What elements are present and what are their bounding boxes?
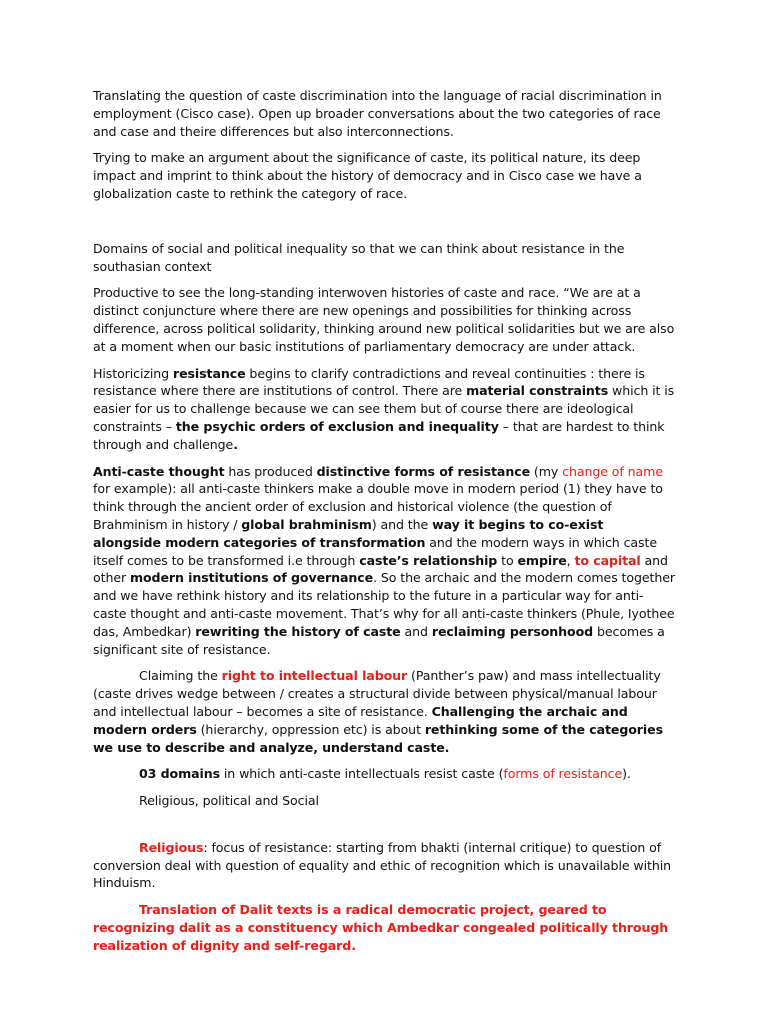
paragraph-historicizing-resistance: Historicizing resistance begins to clarify contradictions and reveal continuities : there is resistance where there are institutions of control. There are material constraints which it is easier for us to challenge because we can see them but of course there are ideological constraints – the psychic orders of exclusion and inequality – that are hardest to think through and challenge. <box>93 365 675 452</box>
paragraph-domains-inequality: Domains of social and political inequality so that we can think about resistance in the southasian context <box>93 240 625 274</box>
paragraph-caste-and-race: Productive to see the long-standing interwoven histories of caste and race. “We are at a distinct conjuncture where there are new openings and possibilities for thinking across difference, across political solidarity, thinking around new political solidarities but we are also at a moment when our basic institutions of parliamentary democracy are under attack. <box>93 285 675 354</box>
paragraph-anti-caste-thought: Anti-caste thought has produced distinctive forms of resistance (my change of name for example): all anti-caste thinkers make a double move in modern period (1) they have to think through the ancient order of exclusion and historical violence (the question of Brahminism in history / global brahminism) and the way it begins to co-exist alongside modern categories of transformation and the modern ways in which caste itself comes to be transformed i.e through caste’s relationship to empire, to capital and other modern institutions of governance. So the archaic and the modern comes together and we have rethink history and its relationship to the future in a particular way for anti-caste thought and anti-caste movement. That’s why for all anti-caste thinkers (Phule, Iyothee das, Ambedkar) rewriting the history of caste and reclaiming personhood becomes a significant site of resistance. <box>93 463 675 657</box>
paragraph-cisco-case: Translating the question of caste discrimination into the language of racial discrimination in employment (Cisco case). Open up broader conversations about the two categories of race and case and theire differences but also interconnections. <box>93 88 662 139</box>
document-page <box>93 87 675 964</box>
paragraph-religious-domain: Religious: focus of resistance: starting from bhakti (internal critique) to question of conversion deal with question of equality and ethic of recognition which is unavailable within Hinduism. <box>93 839 671 891</box>
paragraph-three-domains: 03 domains in which anti-caste intellectuals resist caste (forms of resistance). <box>139 766 631 782</box>
paragraph-domains-list: Religious, political and Social <box>139 793 319 809</box>
paragraph-significance-of-caste: Trying to make an argument about the significance of caste, its political nature, its deep impact and imprint to think about the history of democracy and in Cisco case we have a globalization caste to rethink the category of race. <box>93 150 642 201</box>
paragraph-intellectual-labour: Claiming the right to intellectual labour (Panther’s paw) and mass intellectuality (caste drives wedge between / creates a structural divide between physical/manual labour and intellectual labour – becomes a site of resistance. Challenging the archaic and modern orders (hierarchy, oppression etc) is about rethinking some of the categories we use to describe and analyze, understand caste. <box>93 668 663 755</box>
paragraph-dalit-translation: Translation of Dalit texts is a radical democratic project, geared to recognizing dalit as a constituency which Ambedkar congealed politically through realization of dignity and self-regard. <box>93 902 669 953</box>
